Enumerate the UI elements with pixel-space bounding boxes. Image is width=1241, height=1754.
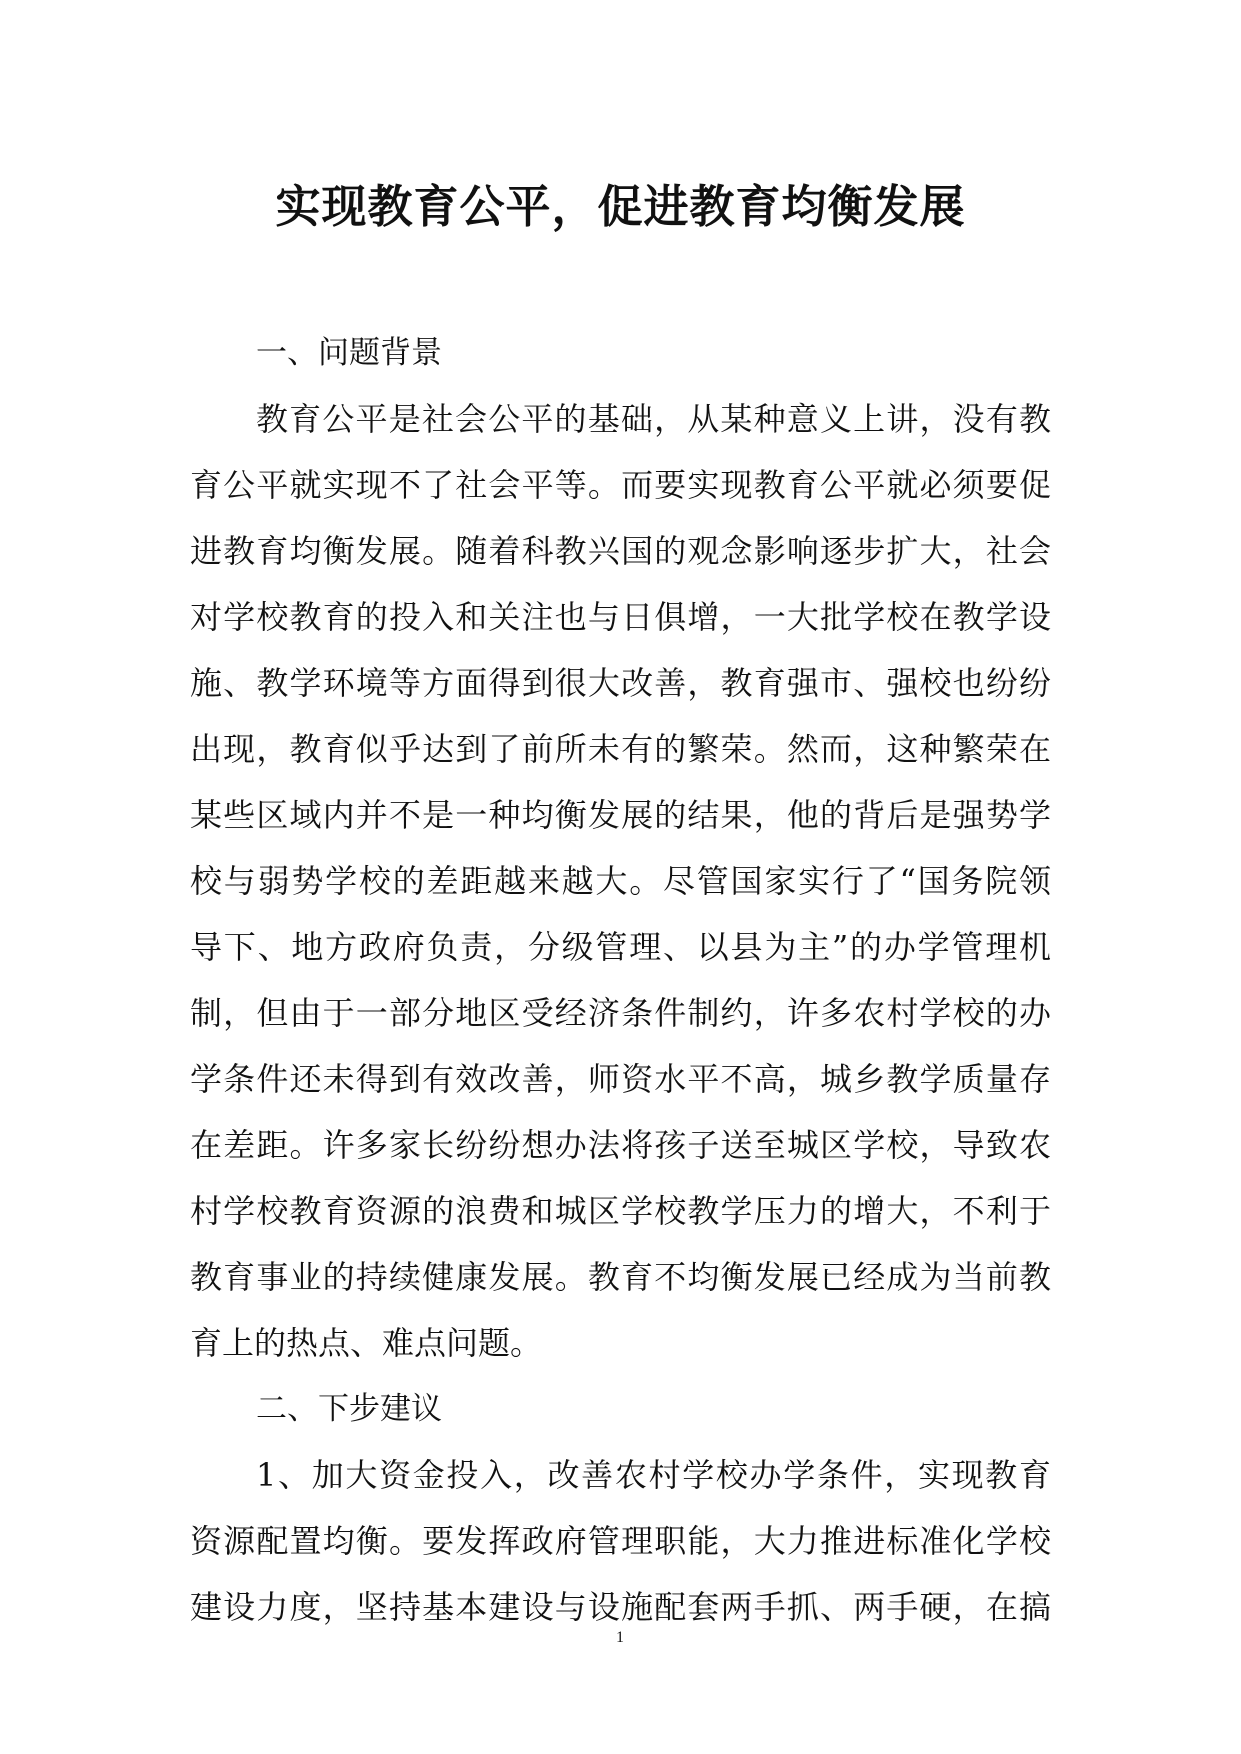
text-line: 出现，教育似乎达到了前所未有的繁荣。然而，这种繁荣在 bbox=[190, 730, 1051, 768]
text-line: 1、加大资金投入，改善农村学校办学条件，实现教育 bbox=[256, 1456, 1051, 1494]
section-heading-suggestions: 二、下步建议 bbox=[256, 1391, 442, 1427]
text-line: 施、教学环境等方面得到很大改善，教育强市、强校也纷纷 bbox=[190, 664, 1051, 702]
document-title: 实现教育公平，促进教育均衡发展 bbox=[275, 180, 966, 233]
paragraph-background bbox=[190, 386, 1051, 1376]
text-line: 教育事业的持续健康发展。教育不均衡发展已经成为当前教 bbox=[190, 1258, 1051, 1296]
text-line: 育公平就实现不了社会平等。而要实现教育公平就必须要促 bbox=[190, 466, 1051, 504]
section-heading-background: 一、问题背景 bbox=[256, 335, 442, 371]
text-line: 建设力度，坚持基本建设与设施配套两手抓、两手硬，在搞 bbox=[190, 1588, 1051, 1626]
text-line: 导下、地方政府负责，分级管理、以县为主”的办学管理机 bbox=[190, 928, 1051, 966]
text-line: 校与弱势学校的差距越来越大。尽管国家实行了“国务院领 bbox=[190, 862, 1051, 900]
text-line: 制，但由于一部分地区受经济条件制约，许多农村学校的办 bbox=[190, 994, 1051, 1032]
document-body bbox=[190, 320, 1051, 1640]
text-line: 对学校教育的投入和关注也与日俱增，一大批学校在教学设 bbox=[190, 598, 1051, 636]
text-line: 进教育均衡发展。随着科教兴国的观念影响逐步扩大，社会 bbox=[190, 532, 1051, 570]
text-line: 某些区域内并不是一种均衡发展的结果，他的背后是强势学 bbox=[190, 796, 1051, 834]
text-line: 资源配置均衡。要发挥政府管理职能，大力推进标准化学校 bbox=[190, 1522, 1051, 1560]
text-line: 在差距。许多家长纷纷想办法将孩子送至城区学校，导致农 bbox=[190, 1126, 1051, 1164]
text-line: 村学校教育资源的浪费和城区学校教学压力的增大，不利于 bbox=[190, 1192, 1051, 1230]
page-number: 1 bbox=[616, 1629, 624, 1646]
paragraph-suggestion-1 bbox=[190, 1442, 1051, 1640]
text-line: 学条件还未得到有效改善，师资水平不高，城乡教学质量存 bbox=[190, 1060, 1051, 1098]
text-line: 教育公平是社会公平的基础，从某种意义上讲，没有教 bbox=[256, 400, 1051, 438]
text-line: 育上的热点、难点问题。 bbox=[190, 1324, 543, 1362]
